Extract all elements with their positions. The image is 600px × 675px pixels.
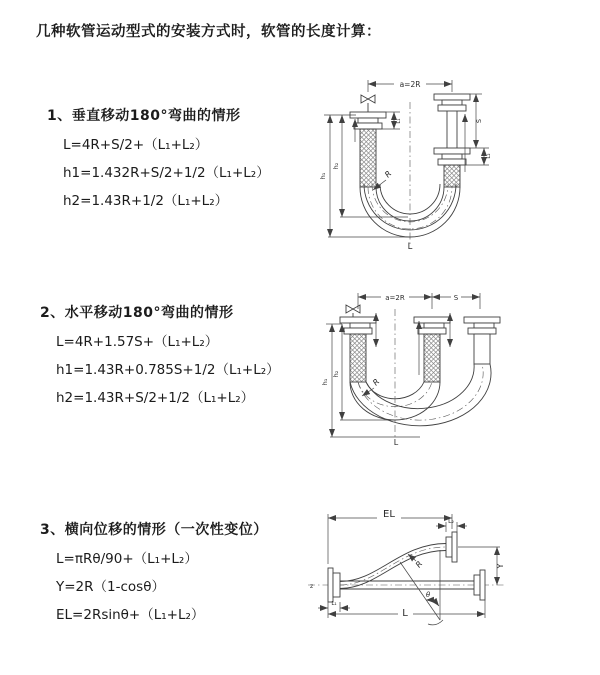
- left-flange: [328, 568, 340, 602]
- label-a2r: a=2R: [399, 80, 421, 89]
- section-3: [40, 519, 268, 629]
- section-2-formula-h1: h1=1.43R+0.785S+1/2（L₁+L₂）: [56, 362, 280, 378]
- label-theta: θ: [425, 591, 431, 599]
- label-r: R: [413, 559, 425, 570]
- section-1-heading: 1、垂直移动180°弯曲的情形: [47, 108, 241, 124]
- dim-l1: [318, 601, 350, 612]
- dim-a2r-s: [358, 291, 480, 309]
- label-el: EL: [383, 509, 395, 520]
- section-2-formula-h2: h2=1.43R+S/2+1/2（L₁+L₂）: [56, 390, 255, 406]
- section-1-formula-h1: h1=1.432R+S/2+1/2（L₁+L₂）: [63, 165, 270, 181]
- hose-u-bend: [350, 364, 491, 426]
- section-3-formula-EL: EL=2Rsinθ+（L₁+L₂）: [56, 607, 205, 623]
- section-2-formula-L: L=4R+1.57S+（L₁+L₂）: [56, 334, 219, 350]
- section-1-formula-h2: h2=1.43R+1/2（L₁+L₂）: [63, 193, 229, 209]
- label-l1: L₁: [396, 118, 402, 124]
- label-l-total: L: [407, 242, 413, 252]
- label-a2r: a=2R: [385, 294, 405, 302]
- diagram-vertical-180-bend: [310, 72, 560, 257]
- section-3-formula-L: L=πRθ/90+（L₁+L₂）: [56, 551, 198, 567]
- curved-hose: [340, 532, 457, 589]
- label-h1: h₁: [319, 172, 327, 180]
- section-3-formula-Y: Y=2R（1-cosθ）: [56, 579, 165, 595]
- label-h1: h₁: [321, 378, 329, 386]
- left-fitting: [350, 112, 386, 187]
- left-fitting: [340, 317, 376, 382]
- label-s: S: [475, 118, 483, 124]
- dim-el: [328, 508, 452, 564]
- dim-l2: [436, 518, 467, 532]
- section-2-heading: 2、水平移动180°弯曲的情形: [40, 305, 234, 321]
- middle-fitting: [414, 317, 450, 382]
- label-z: z: [310, 583, 314, 590]
- right-fitting-positions: [434, 94, 470, 187]
- right-fitting-position: [464, 317, 500, 364]
- section-2: [40, 302, 280, 412]
- dim-l: [328, 600, 485, 619]
- label-h2: h₂: [332, 370, 340, 378]
- section-1-formula-L: L=4R+S/2+（L₁+L₂）: [63, 137, 209, 153]
- section-3-heading: 3、横向位移的情形（一次性变位）: [40, 522, 268, 538]
- label-r: R: [383, 169, 394, 180]
- label-l1: L₁: [331, 601, 337, 607]
- section-1: [47, 105, 270, 215]
- label-l-total: L: [402, 608, 408, 619]
- label-l2: L₂: [448, 518, 454, 525]
- page-title: 几种软管运动型式的安装方式时，软管的长度计算：: [36, 24, 381, 40]
- diagram-horizontal-180-bend: [312, 287, 572, 457]
- dim-a2r: [368, 78, 452, 92]
- label-h2: h₂: [332, 162, 340, 170]
- label-y: Y: [496, 563, 505, 569]
- label-l-total: L: [393, 438, 399, 447]
- label-l2: L₂: [486, 153, 492, 159]
- valve-icon: [361, 95, 375, 112]
- diagram-lateral-displacement: [300, 502, 580, 652]
- label-r: R: [371, 377, 382, 388]
- label-s: S: [453, 294, 459, 302]
